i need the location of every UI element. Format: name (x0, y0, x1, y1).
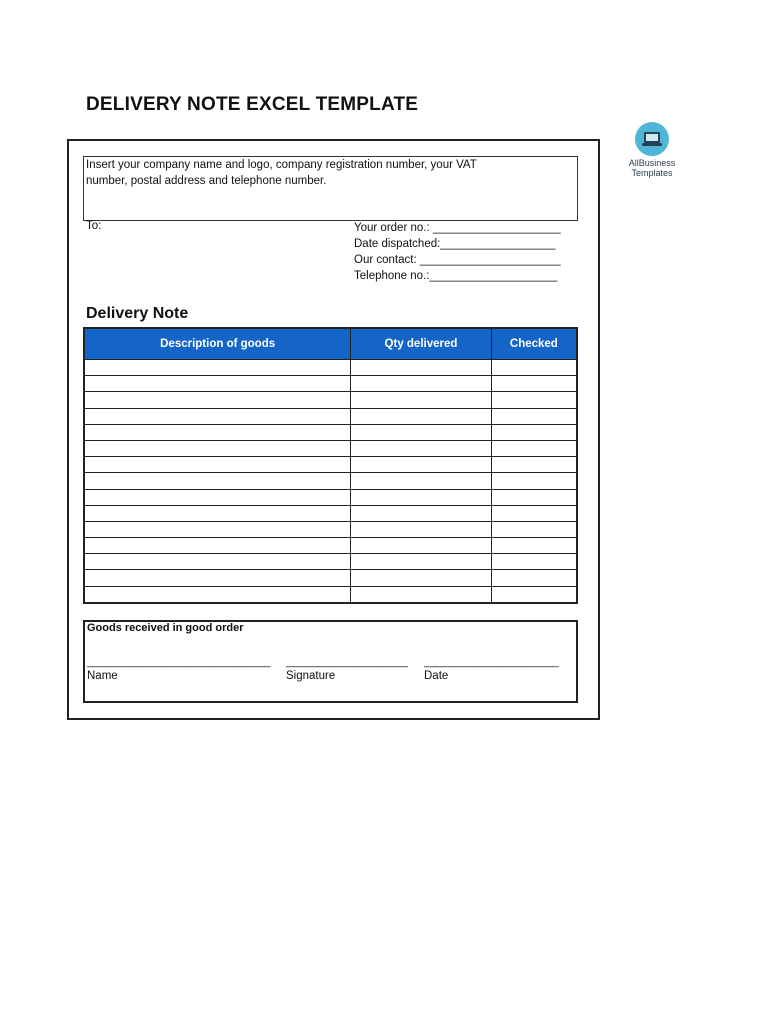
description-cell[interactable] (84, 408, 351, 424)
receipt-box (83, 620, 578, 703)
checked-cell[interactable] (491, 473, 577, 489)
table-row (84, 489, 577, 505)
signature-label: Signature (286, 670, 336, 682)
table-row (84, 424, 577, 440)
table-row (84, 360, 577, 376)
qty-cell[interactable] (351, 554, 491, 570)
description-cell[interactable] (84, 538, 351, 554)
brand-logo[interactable] (624, 122, 680, 178)
table-row (84, 376, 577, 392)
qty-cell[interactable] (351, 538, 491, 554)
checked-cell[interactable] (491, 360, 577, 376)
description-cell[interactable] (84, 586, 351, 603)
table-row (84, 505, 577, 521)
page-title: DELIVERY NOTE EXCEL TEMPLATE (86, 94, 419, 115)
company-info-line1: Insert your company name and logo, company registration number, your VAT (86, 159, 477, 171)
checked-cell[interactable] (491, 376, 577, 392)
laptop-icon (635, 122, 669, 156)
description-cell[interactable] (84, 392, 351, 408)
description-cell[interactable] (84, 505, 351, 521)
description-cell[interactable] (84, 554, 351, 570)
qty-cell[interactable] (351, 570, 491, 586)
description-cell[interactable] (84, 424, 351, 440)
date-line[interactable]: ______________________ (424, 656, 559, 668)
receipt-heading: Goods received in good order (87, 622, 244, 634)
checked-cell[interactable] (491, 392, 577, 408)
qty-cell[interactable] (351, 521, 491, 537)
description-cell[interactable] (84, 473, 351, 489)
qty-cell[interactable] (351, 586, 491, 603)
table-row (84, 586, 577, 603)
qty-cell[interactable] (351, 408, 491, 424)
table-row (84, 392, 577, 408)
checked-cell[interactable] (491, 570, 577, 586)
table-row (84, 457, 577, 473)
description-cell[interactable] (84, 457, 351, 473)
table-row (84, 440, 577, 456)
table-header-row (84, 328, 577, 360)
qty-cell[interactable] (351, 376, 491, 392)
checked-cell[interactable] (491, 424, 577, 440)
qty-cell[interactable] (351, 489, 491, 505)
checked-cell[interactable] (491, 538, 577, 554)
checked-cell[interactable] (491, 408, 577, 424)
qty-cell[interactable] (351, 440, 491, 456)
signature-line[interactable]: ____________________ (286, 656, 409, 668)
qty-cell[interactable] (351, 360, 491, 376)
table-row (84, 473, 577, 489)
description-cell[interactable] (84, 521, 351, 537)
name-label: Name (87, 670, 118, 682)
name-signature-line[interactable]: ______________________________ (87, 656, 271, 668)
table-row (84, 570, 577, 586)
qty-cell[interactable] (351, 457, 491, 473)
column-header-description: Description of goods (84, 328, 351, 360)
column-header-qty: Qty delivered (351, 328, 491, 360)
brand-name-line1: AllBusiness (628, 158, 676, 168)
checked-cell[interactable] (491, 505, 577, 521)
checked-cell[interactable] (491, 521, 577, 537)
company-info-line2: number, postal address and telephone number. (86, 175, 327, 187)
order-number-field[interactable]: Your order no.: ____________________ (354, 222, 561, 234)
description-cell[interactable] (84, 440, 351, 456)
checked-cell[interactable] (491, 586, 577, 603)
date-dispatched-field[interactable]: Date dispatched:__________________ (354, 238, 556, 250)
our-contact-field[interactable]: Our contact: ______________________ (354, 254, 561, 266)
qty-cell[interactable] (351, 473, 491, 489)
section-title: Delivery Note (86, 305, 189, 322)
table-row (84, 521, 577, 537)
qty-cell[interactable] (351, 505, 491, 521)
brand-name-line2: Templates (631, 168, 673, 178)
company-info-box[interactable] (83, 156, 578, 221)
telephone-field[interactable]: Telephone no.:____________________ (354, 270, 558, 282)
qty-cell[interactable] (351, 392, 491, 408)
table-row (84, 408, 577, 424)
order-info (354, 220, 561, 284)
to-label[interactable]: To: (86, 220, 102, 232)
description-cell[interactable] (84, 376, 351, 392)
qty-cell[interactable] (351, 424, 491, 440)
description-cell[interactable] (84, 489, 351, 505)
checked-cell[interactable] (491, 440, 577, 456)
date-label: Date (424, 670, 449, 682)
table-row (84, 554, 577, 570)
column-header-checked: Checked (491, 328, 577, 360)
checked-cell[interactable] (491, 489, 577, 505)
table-row (84, 538, 577, 554)
description-cell[interactable] (84, 360, 351, 376)
checked-cell[interactable] (491, 457, 577, 473)
goods-table (83, 327, 578, 604)
checked-cell[interactable] (491, 554, 577, 570)
description-cell[interactable] (84, 570, 351, 586)
